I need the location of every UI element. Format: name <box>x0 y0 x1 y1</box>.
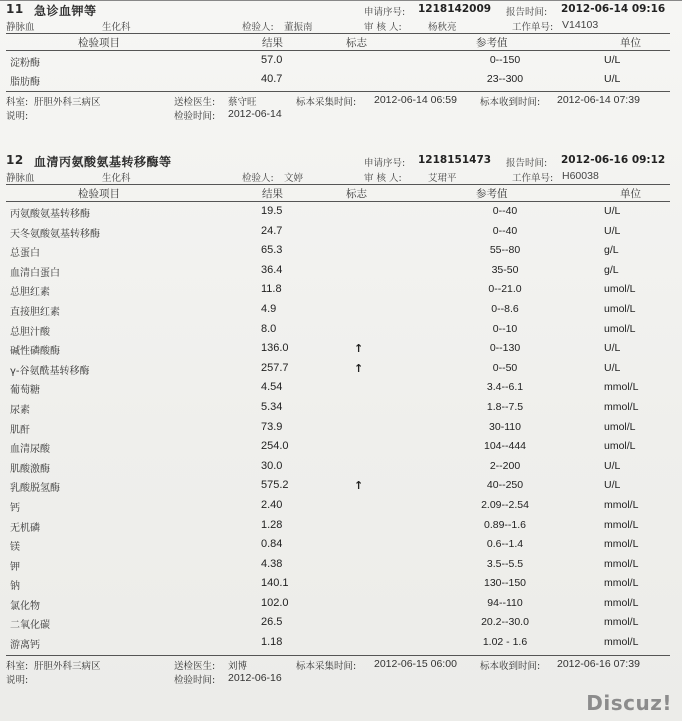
reference-range: 104--444 <box>483 440 527 453</box>
test-unit: mmol/L <box>604 577 639 590</box>
reference-range: 0--8.6 <box>491 302 519 315</box>
reference-range: 2--200 <box>489 459 521 472</box>
test-item-name: 丙氨酸氨基转移酶 <box>10 209 90 220</box>
test-unit: mmol/L <box>604 381 639 394</box>
reference-range: 0--40 <box>492 205 518 217</box>
test-item-name: γ-谷氨酰基转移酶 <box>10 365 90 377</box>
watermark-logo: Discuz! <box>586 691 672 715</box>
report-meta <box>6 170 670 184</box>
reference-range: 0--10 <box>492 322 518 335</box>
column-header <box>6 34 670 50</box>
work-no: H60038 <box>562 170 599 182</box>
table-row <box>6 70 670 89</box>
test-time-label: 检验时间: <box>174 111 216 122</box>
test-result: 102.0 <box>261 596 289 609</box>
sample-type: 静脉血 <box>6 173 35 184</box>
test-result: 19.5 <box>261 205 283 217</box>
test-unit: U/L <box>604 73 621 85</box>
note-label: 说明: <box>6 111 29 122</box>
collect-time: 2012-06-15 06:00 <box>374 657 457 670</box>
test-item-name: 天冬氨酸氨基转移酶 <box>10 228 100 240</box>
table-row <box>6 476 670 496</box>
test-result: 254.0 <box>261 440 289 453</box>
test-item-name: 淀粉酶 <box>10 58 40 69</box>
collect-label: 标本采集时间: <box>296 660 357 672</box>
report-number: 12 <box>6 153 24 167</box>
test-time-label: 检验时间: <box>174 674 216 686</box>
report-time: 2012-06-14 09:16 <box>561 3 666 15</box>
tester: 文婷 <box>284 173 304 184</box>
test-result: 26.5 <box>261 616 283 629</box>
note-label: 说明: <box>6 674 29 686</box>
test-item-name: 血清白蛋白 <box>10 267 60 279</box>
app-no-label: 申请序号: <box>364 7 406 18</box>
reference-range: 94--110 <box>487 596 523 609</box>
doctor-label: 送检医生: <box>174 97 216 108</box>
table-row <box>6 633 670 653</box>
reference-range: 1.02 - 1.6 <box>482 636 528 649</box>
dept-label: 科室: <box>6 660 29 672</box>
dept: 肝胆外科三病区 <box>34 660 101 672</box>
abnormal-flag: ↑ <box>354 361 364 375</box>
col-ref: 参考值 <box>476 188 508 200</box>
table-row <box>6 398 670 418</box>
test-result: 136.0 <box>261 342 289 355</box>
test-time: 2012-06-16 <box>228 671 282 684</box>
test-unit: mmol/L <box>604 636 639 649</box>
test-unit: U/L <box>604 224 621 237</box>
reference-range: 2.09--2.54 <box>481 498 529 511</box>
test-unit: U/L <box>604 459 621 472</box>
test-item-name: 总胆红素 <box>10 287 50 299</box>
test-item-name: 总蛋白 <box>10 248 40 260</box>
table-row <box>6 437 670 457</box>
col-ref: 参考值 <box>476 37 508 49</box>
receive-time: 2012-06-16 07:39 <box>557 657 640 670</box>
table-row <box>6 496 670 516</box>
test-unit: U/L <box>604 479 621 492</box>
test-unit: mmol/L <box>604 616 639 629</box>
receive-label: 标本收到时间: <box>480 97 541 108</box>
table-row <box>6 241 670 261</box>
test-result: 8.0 <box>261 322 277 335</box>
col-item: 检验项目 <box>78 37 120 49</box>
test-item-name: 钙 <box>10 502 20 514</box>
test-item-name: 肌酸激酶 <box>10 463 50 475</box>
test-time: 2012-06-14 <box>228 108 282 120</box>
work-no: V14103 <box>562 19 599 31</box>
report-time-label: 报告时间: <box>506 7 548 18</box>
top-rule <box>0 0 682 1</box>
test-item-name: 葡萄糖 <box>10 385 40 397</box>
report-footer-2 <box>6 108 670 122</box>
reference-range: 30-110 <box>489 420 521 433</box>
test-result: 36.4 <box>261 263 283 276</box>
table-row <box>6 418 670 438</box>
table-row <box>6 516 670 536</box>
test-result: 11.8 <box>261 283 282 296</box>
collect-time: 2012-06-14 06:59 <box>374 94 457 106</box>
reference-range: 0--150 <box>489 54 521 66</box>
report-footer <box>6 658 670 672</box>
reference-range: 130--150 <box>483 577 527 590</box>
report-section-2 <box>6 153 670 686</box>
test-unit: g/L <box>604 263 619 276</box>
dept-type: 生化科 <box>102 173 131 184</box>
test-item-name: 氯化物 <box>10 600 40 612</box>
test-item-name: 肌酐 <box>10 424 30 436</box>
test-result: 1.28 <box>261 518 283 531</box>
test-unit: umol/L <box>604 283 636 296</box>
table-row <box>6 555 670 575</box>
test-unit: mmol/L <box>604 557 639 570</box>
test-result: 24.7 <box>261 224 283 237</box>
work-no-label: 工作单号: <box>512 22 554 33</box>
table-row <box>6 613 670 633</box>
table-row <box>6 222 670 242</box>
reference-range: 3.5--5.5 <box>486 557 524 570</box>
test-unit: mmol/L <box>604 518 639 531</box>
test-item-name: 血清尿酸 <box>10 444 50 456</box>
test-item-name: 总胆汁酸 <box>10 326 50 338</box>
collect-label: 标本采集时间: <box>296 97 357 108</box>
table-row <box>6 457 670 477</box>
column-header <box>6 185 670 201</box>
table-row <box>6 594 670 614</box>
test-item-name: 镁 <box>10 542 20 554</box>
test-result: 575.2 <box>261 479 289 492</box>
test-unit: U/L <box>604 361 621 374</box>
reviewer-label: 审 核 人: <box>364 22 402 33</box>
test-unit: U/L <box>604 342 621 355</box>
report-title: 血清丙氨酸氨基转移酶等 <box>34 155 172 169</box>
table-row <box>6 574 670 594</box>
test-result: 65.3 <box>261 244 283 257</box>
test-unit: mmol/L <box>604 538 639 551</box>
reference-range: 1.8--7.5 <box>486 400 524 413</box>
divider <box>6 91 670 92</box>
table-row <box>6 378 670 398</box>
tester: 董振南 <box>284 22 313 33</box>
report-number: 11 <box>6 2 24 16</box>
reference-range: 0--40 <box>492 224 518 237</box>
test-result: 140.1 <box>261 577 289 590</box>
table-row <box>6 202 670 222</box>
table-row <box>6 339 670 359</box>
test-result: 1.18 <box>261 636 283 649</box>
test-item-name: 脂肪酶 <box>10 77 40 88</box>
reviewer: 杨秋亮 <box>428 22 457 33</box>
reviewer: 艾珺平 <box>428 173 457 184</box>
test-item-name: 无机磷 <box>10 522 40 534</box>
reference-range: 0.89--1.6 <box>483 518 527 531</box>
test-result: 0.84 <box>261 538 283 551</box>
test-item-name: 钾 <box>10 561 20 573</box>
test-item-name: 二氧化碳 <box>10 620 50 632</box>
test-item-name: 钠 <box>10 581 20 593</box>
report-title: 急诊血钾等 <box>34 4 97 18</box>
result-rows <box>6 51 670 89</box>
reference-range: 20.2--30.0 <box>481 616 529 629</box>
test-unit: mmol/L <box>604 498 639 511</box>
report-time: 2012-06-16 09:12 <box>561 154 666 166</box>
tester-label: 检验人: <box>242 22 274 33</box>
test-item-name: 碱性磷酸酶 <box>10 346 60 358</box>
test-result: 73.9 <box>261 420 283 433</box>
report-header <box>6 153 670 170</box>
reviewer-label: 审 核 人: <box>364 173 402 184</box>
test-result: 257.7 <box>261 361 289 374</box>
dept-type: 生化科 <box>102 22 131 33</box>
reference-range: 0--50 <box>492 361 518 374</box>
reference-range: 0.6--1.4 <box>486 538 524 551</box>
table-row <box>6 359 670 379</box>
abnormal-flag: ↑ <box>354 479 364 493</box>
table-row <box>6 280 670 300</box>
reference-range: 0--130 <box>489 342 521 355</box>
divider <box>6 655 670 656</box>
doctor: 蔡守旺 <box>228 97 257 108</box>
dept-label: 科室: <box>6 97 29 108</box>
report-header <box>6 2 670 19</box>
test-result: 40.7 <box>261 73 283 85</box>
test-unit: g/L <box>604 244 619 257</box>
reference-range: 55--80 <box>489 244 521 257</box>
tester-label: 检验人: <box>242 173 274 184</box>
table-row <box>6 320 670 340</box>
col-unit: 单位 <box>620 37 641 49</box>
test-item-name: 尿素 <box>10 404 30 416</box>
test-unit: mmol/L <box>604 596 639 609</box>
abnormal-flag: ↑ <box>354 342 364 356</box>
test-result: 4.54 <box>261 381 283 394</box>
dept: 肝胆外科三病区 <box>34 97 101 108</box>
report-footer-2 <box>6 672 670 686</box>
reference-range: 0--21.0 <box>488 283 522 296</box>
receive-time: 2012-06-14 07:39 <box>557 94 640 106</box>
reference-range: 23--300 <box>486 73 524 85</box>
col-item: 检验项目 <box>78 188 120 200</box>
work-no-label: 工作单号: <box>512 173 554 184</box>
table-row <box>6 51 670 70</box>
test-unit: U/L <box>604 54 621 66</box>
test-result: 2.40 <box>261 498 283 511</box>
report-meta <box>6 19 670 33</box>
receive-label: 标本收到时间: <box>480 660 541 672</box>
doctor: 刘博 <box>228 660 248 672</box>
test-unit: U/L <box>604 205 621 217</box>
table-row <box>6 300 670 320</box>
test-result: 4.38 <box>261 557 283 570</box>
sample-type: 静脉血 <box>6 22 35 33</box>
doctor-label: 送检医生: <box>174 660 216 672</box>
reference-range: 3.4--6.1 <box>486 381 524 394</box>
test-result: 4.9 <box>261 302 277 315</box>
col-result: 结果 <box>262 188 283 200</box>
test-unit: umol/L <box>604 440 636 453</box>
table-row <box>6 535 670 555</box>
report-footer <box>6 94 670 108</box>
test-unit: mmol/L <box>604 400 639 413</box>
test-unit: umol/L <box>604 420 636 433</box>
test-result: 30.0 <box>261 459 283 472</box>
col-flag: 标志 <box>346 37 367 49</box>
col-flag: 标志 <box>346 188 367 200</box>
report-time-label: 报告时间: <box>506 158 548 169</box>
test-item-name: 游离钙 <box>10 640 40 652</box>
col-result: 结果 <box>262 37 283 49</box>
test-result: 57.0 <box>261 54 283 66</box>
app-no: 1218142009 <box>418 3 492 15</box>
reference-range: 35-50 <box>491 263 519 276</box>
test-unit: umol/L <box>604 322 636 335</box>
table-row <box>6 261 670 281</box>
test-item-name: 直接胆红素 <box>10 306 60 318</box>
reference-range: 40--250 <box>486 479 524 492</box>
col-unit: 单位 <box>620 188 641 200</box>
app-no-label: 申请序号: <box>364 158 406 169</box>
test-unit: umol/L <box>604 302 636 315</box>
result-rows <box>6 202 670 653</box>
test-item-name: 乳酸脱氢酶 <box>10 483 60 495</box>
report-section-1 <box>6 2 670 122</box>
app-no: 1218151473 <box>418 154 492 166</box>
test-result: 5.34 <box>261 400 283 413</box>
